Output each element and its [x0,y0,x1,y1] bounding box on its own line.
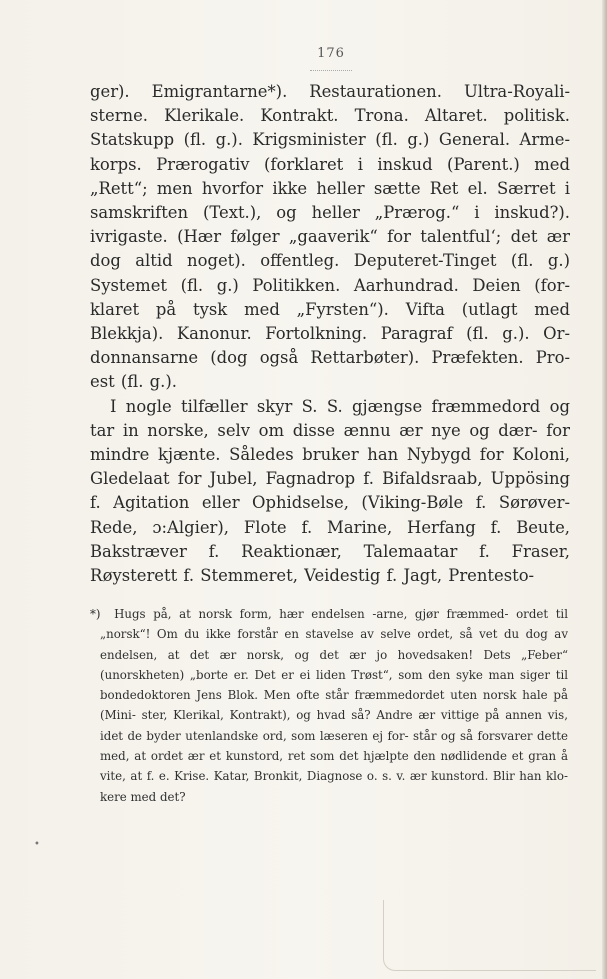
footnote-line: som det hjælpte den nødlidende et gran å vite, at f. e. Krise. [100,749,568,784]
text-line: Statskupp (fl. g.). Krigsminister (fl. g.) General. Arme- [90,130,570,150]
footnote-line: ei liden Trøst“, som den syke man siger til bondedoktoren Jens [100,667,568,703]
page-number: 176 [317,46,345,61]
footnote-line: ordet til „norsk“! Om du ikke forstår en stavelse av selve [100,607,568,642]
text-line: klaret på tysk med „Fyrsten“). Vifta (utlagt med [90,299,570,319]
text-line: est (fl. g.). [90,372,177,392]
text-line: donnansarne (dog også Rettarbøter). Præfekten. Pro- [90,348,570,368]
footnote-mark: *) [90,607,109,621]
page-corner-mark [383,900,596,971]
footnote-line: ordet, så vet du dog av endelsen, at det ær norsk, og det ær [100,627,569,662]
text-line: Blekkja). Kanonur. Fortolkning. Paragraf (fl. g.). Or- [90,324,570,344]
text-line: Røysterett f. Stemmeret, Veidestig f. Jagt, Prentesto- [90,566,535,586]
text-line: for mindre kjænte. Således bruker han Nybygd for [90,420,570,465]
text-line: Beute, Bakstræver f. Reaktionær, Talemaatar f. Fraser, [90,517,570,561]
ink-speck: • [34,839,40,850]
text-line: i samskriften (Text.), og heller „Prærog.“ i inskud?). [90,178,570,223]
text-line: og tar in norske, selv om disse ænnu ær nye og dær- [90,396,570,440]
paragraph-2 [90,395,570,589]
footnote-line: ster, Klerikal, Kontrakt), og hvad så? Andre ær vittige på [141,708,506,723]
paragraph-1 [90,80,570,395]
text-line: I nogle tilfæller skyr S. S. gjængse fræmmedord [110,396,550,416]
footnote-line: Hugs på, at norsk form, hær endelsen -arne, gjør fræmmed- [114,607,517,621]
footnote-line: Katar, Bronkit, Diagnose o. s. v. ær kunstord. Blir han klo- [213,769,568,784]
main-text [90,80,570,588]
footnote-line: kere med det? [100,789,186,804]
page-spine-edge [602,0,607,979]
text-line: Systemet (fl. g.) Politikken. Aarhundrad. Deien (for- [90,275,570,295]
text-line: sterne. Klerikale. Kontrakt. Trona. Altaret. politisk. [90,106,570,126]
footnote-line: står og så forsvarer dette med, at ordet ær et kunstord, ret [100,728,568,764]
text-line: „Rett“; men hvorfor ikke heller sætte Ret el. Særret [90,178,565,198]
footnote-line: annen vis, idet de byder utenlandske ord, som læseren ej for- [100,708,568,743]
footnote [90,604,569,807]
text-line: ivrigaste. (Hær følger „gaaverik“ for talentful‘; det ær [90,227,570,247]
footnote-line: jo hovedsaken! Dets „Feber“ (unorskheten) „borte er. Det er [100,647,568,682]
text-line: dog altid noget). offentleg. Deputeret-Tinget (fl. g.) [90,251,570,271]
text-line: korps. Prærogativ (forklaret i inskud (Parent.) med [90,154,570,174]
text-line: Koloni, Gledelaat for Jubel, Fagnadrop f. Bifaldsraab, [90,445,570,489]
text-line: Uppösing f. Agitation eller Ophidselse, (Viking-Bøle [90,469,570,513]
page-number-ornament [310,66,352,71]
footnote-line: Blok. Men ofte står fræmmedordet uten norsk hale på (Mini- [100,688,569,723]
text-line: ger). Emigrantarne*). Restaurationen. Ultra-Royali- [90,82,570,101]
text-line: f. Sørøver-Rede, ɔ:Algier), Flote f. Marine, Herfang f. [90,493,570,537]
